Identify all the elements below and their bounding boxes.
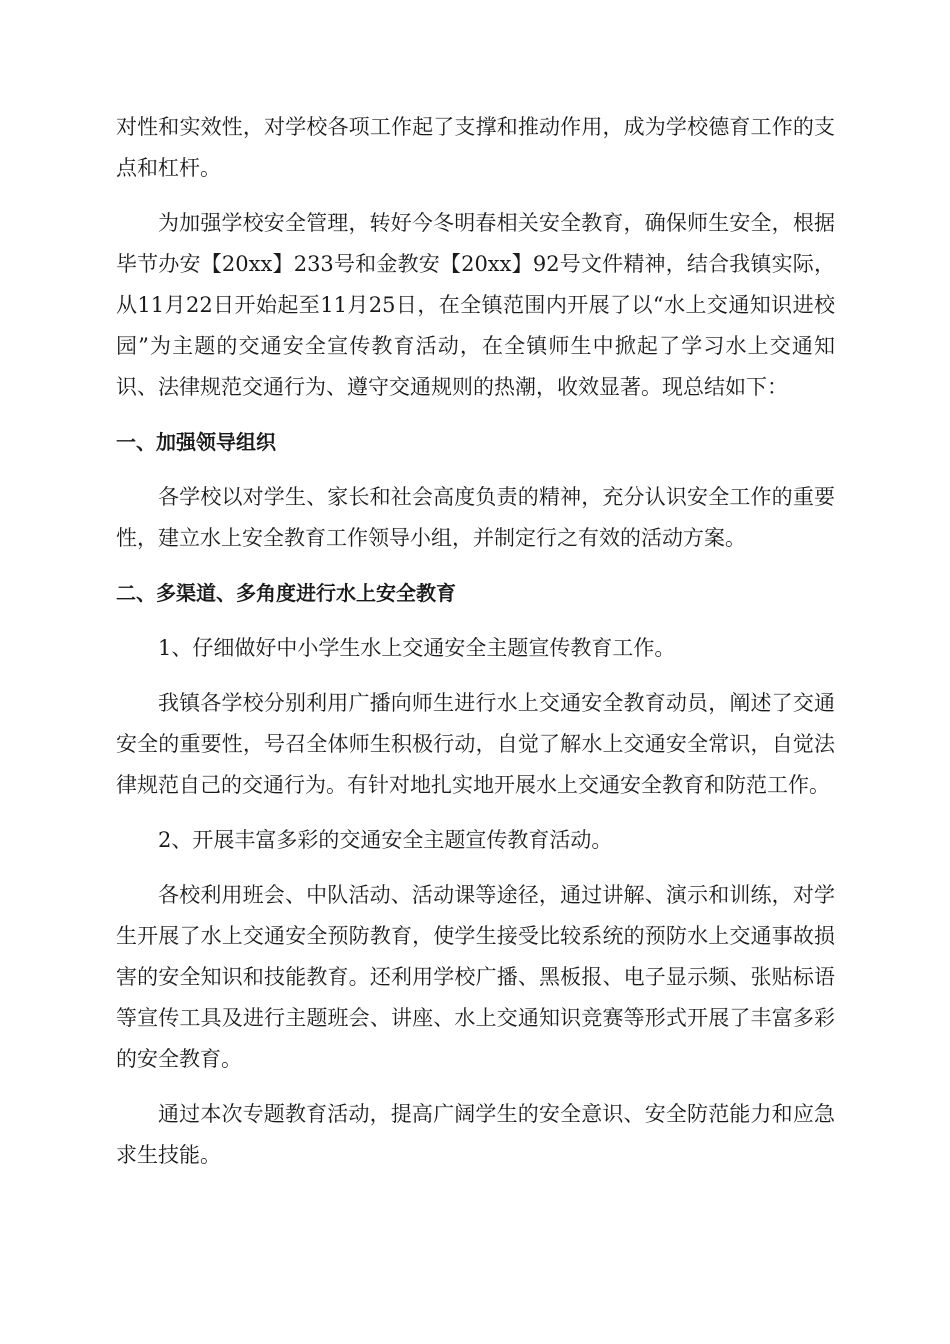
document-body [116, 107, 835, 1190]
paragraph-leadership: 各学校以对学生、家长和社会高度负责的精神，充分认识安全工作的重要性，建立水上安全教育工作领导小组，并制定行之有效的活动方案。 [116, 485, 835, 550]
section-heading-leadership: 一、加强领导组织 [116, 430, 276, 454]
paragraph-item-1-body: 我镇各学校分别利用广播向师生进行水上交通安全教育动员，阐述了交通安全的重要性，号召全体师生积极行动，自觉了解水上交通安全常识，自觉法律规范自己的交通行为。有针对地扎实地开展水上交通安全教育和防范工作。 [116, 691, 835, 797]
paragraph-conclusion: 通过本次专题教育活动，提高广阔学生的安全意识、安全防范能力和应急求生技能。 [116, 1102, 835, 1167]
section-heading-education: 二、多渠道、多角度进行水上安全教育 [116, 581, 456, 605]
paragraph-item-1-title: 1、仔细做好中小学生水上交通安全主题宣传教育工作。 [158, 636, 676, 660]
paragraph-item-2-title: 2、开展丰富多彩的交通安全主题宣传教育活动。 [158, 828, 613, 852]
paragraph-item-2-body: 各校利用班会、中队活动、活动课等途径，通过讲解、演示和训练，对学生开展了水上交通安全预防教育，使学生接受比较系统的预防水上交通事故损害的安全知识和技能教育。还利用学校广播、黑板报、电子显示频、张贴标语等宣传工具及进行主题班会、讲座、水上交通知识竞赛等形式开展了丰富多彩的安全教育。 [116, 883, 835, 1071]
paragraph-background: 为加强学校安全管理，转好今冬明春相关安全教育，确保师生安全，根据毕节办安【20xx】233号和金教安【20xx】92号文件精神，结合我镇实际，从11月22日开始起至11月25日，在全镇范围内开展了以“水上交通知识进校园”为主题的交通安全宣传教育活动，在全镇师生中掀起了学习水上交通知识、法律规范交通行为、遵守交通规则的热潮，收效显著。现总结如下： [116, 211, 835, 399]
paragraph-intro-continuation: 对性和实效性，对学校各项工作起了支撑和推动作用，成为学校德育工作的支点和杠杆。 [116, 115, 835, 180]
